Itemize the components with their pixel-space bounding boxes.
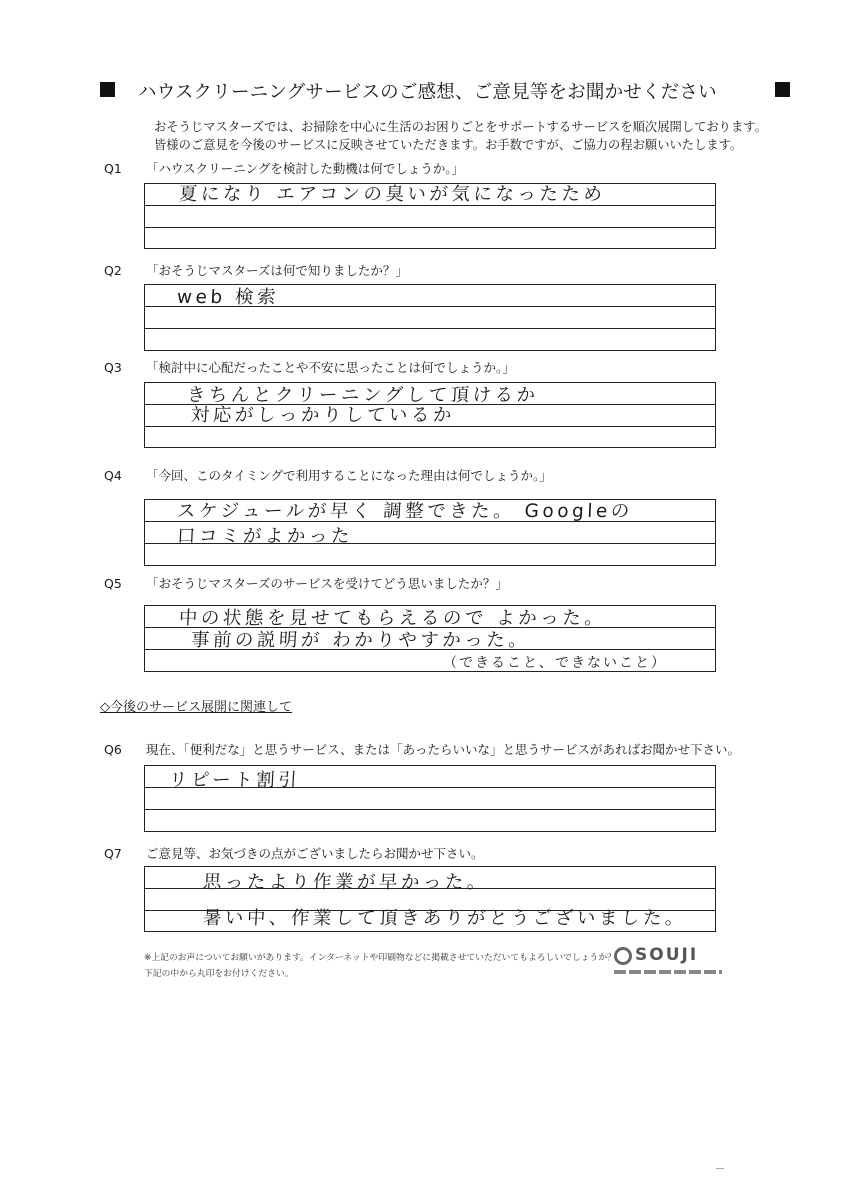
question-q6	[104, 740, 740, 758]
answer-box-q4[interactable]	[144, 499, 716, 566]
answer-box-q7[interactable]	[144, 866, 716, 932]
scan-mark	[716, 1168, 724, 1175]
answer-line: 暑い中、作業して頂きありがとうございました。	[202, 908, 688, 929]
page-title: ハウスクリーニングサービスのご感想、ご意見等をお聞かせください	[138, 82, 717, 103]
osouji-logo	[614, 944, 722, 976]
intro-text	[154, 118, 767, 154]
question-text: 「ハウスクリーニングを検討した動機は何でしょうか。」	[146, 161, 465, 176]
answer-line: 中の状態を見せてもらえるので よかった。	[178, 608, 607, 629]
question-number: Q5	[104, 576, 122, 591]
question-text: 「検討中に心配だったことや不安に思ったことは何でしょうか。」	[146, 360, 515, 375]
question-number: Q7	[104, 846, 122, 861]
section-heading: ◇今後のサービス展開に関連して	[100, 700, 292, 715]
question-number: Q1	[104, 161, 122, 176]
answer-box-q1[interactable]	[144, 183, 716, 249]
question-text: ご意見等、お気づきの点がございましたらお聞かせ下さい。	[146, 846, 484, 861]
answer-line: 口コミがよかった	[176, 526, 354, 547]
answer-line: 思ったより作業が早かった。	[202, 872, 490, 893]
answer-line: 対応がしっかりしているか	[190, 405, 456, 426]
logo-stripe	[614, 970, 722, 974]
question-q1	[104, 159, 464, 177]
question-text: 「おそうじマスターズは何で知りましたか？」	[146, 263, 408, 278]
question-number: Q6	[104, 742, 122, 757]
question-q3	[104, 358, 515, 376]
intro-line-1: おそうじマスターズでは、お掃除を中心に生活のお困りごとをサポートするサービスを順次展開しております。	[154, 120, 767, 134]
answer-line: きちんとクリーニングして頂けるか	[186, 385, 540, 406]
answer-line: 事前の説明が わかりやすかった。	[190, 630, 531, 651]
question-q2	[104, 261, 408, 279]
question-number: Q4	[104, 468, 122, 483]
question-q5	[104, 574, 508, 592]
logo-o-icon	[614, 947, 632, 965]
square-bullet-icon	[775, 82, 790, 97]
square-bullet-icon	[100, 82, 115, 97]
answer-box-q2[interactable]	[144, 284, 716, 351]
answer-box-q6[interactable]	[144, 765, 716, 832]
question-text: 「おそうじマスターズのサービスを受けてどう思いましたか？」	[146, 576, 508, 591]
logo-brand: SOUJI	[635, 945, 699, 965]
answer-box-q3[interactable]	[144, 382, 716, 448]
answer-line: スケジュールが早く 調整できた。 Googleの	[176, 501, 634, 522]
answer-line: 夏になり エアコンの臭いが気になったため	[178, 184, 606, 205]
answer-box-q5[interactable]	[144, 605, 716, 672]
footer-note-1: ※上記のお声についてお願いがあります。インターネットや印刷物などに掲載させていただいてもよろしいでしょうか？	[144, 953, 616, 963]
answer-line: （できること、できないこと）	[442, 655, 668, 671]
title-row	[100, 76, 790, 104]
question-q4	[104, 466, 552, 484]
question-number: Q3	[104, 360, 122, 375]
question-q7	[104, 844, 484, 862]
answer-line: リピート割引	[168, 770, 301, 791]
answer-line: web 検索	[176, 287, 280, 308]
question-text: 「今回、このタイミングで利用することになった理由は何でしょうか。」	[146, 468, 552, 483]
intro-line-2: 皆様のご意見を今後のサービスに反映させていただきます。お手数ですが、ご協力の程お願いいたします。	[154, 138, 743, 152]
question-number: Q2	[104, 263, 122, 278]
question-text: 現在、「便利だな」と思うサービス、または「あったらいいな」と思うサービスがあればお聞かせ下さい。	[146, 742, 741, 757]
footer-note-2: 下記の中から丸印をお付けください。	[144, 969, 294, 979]
